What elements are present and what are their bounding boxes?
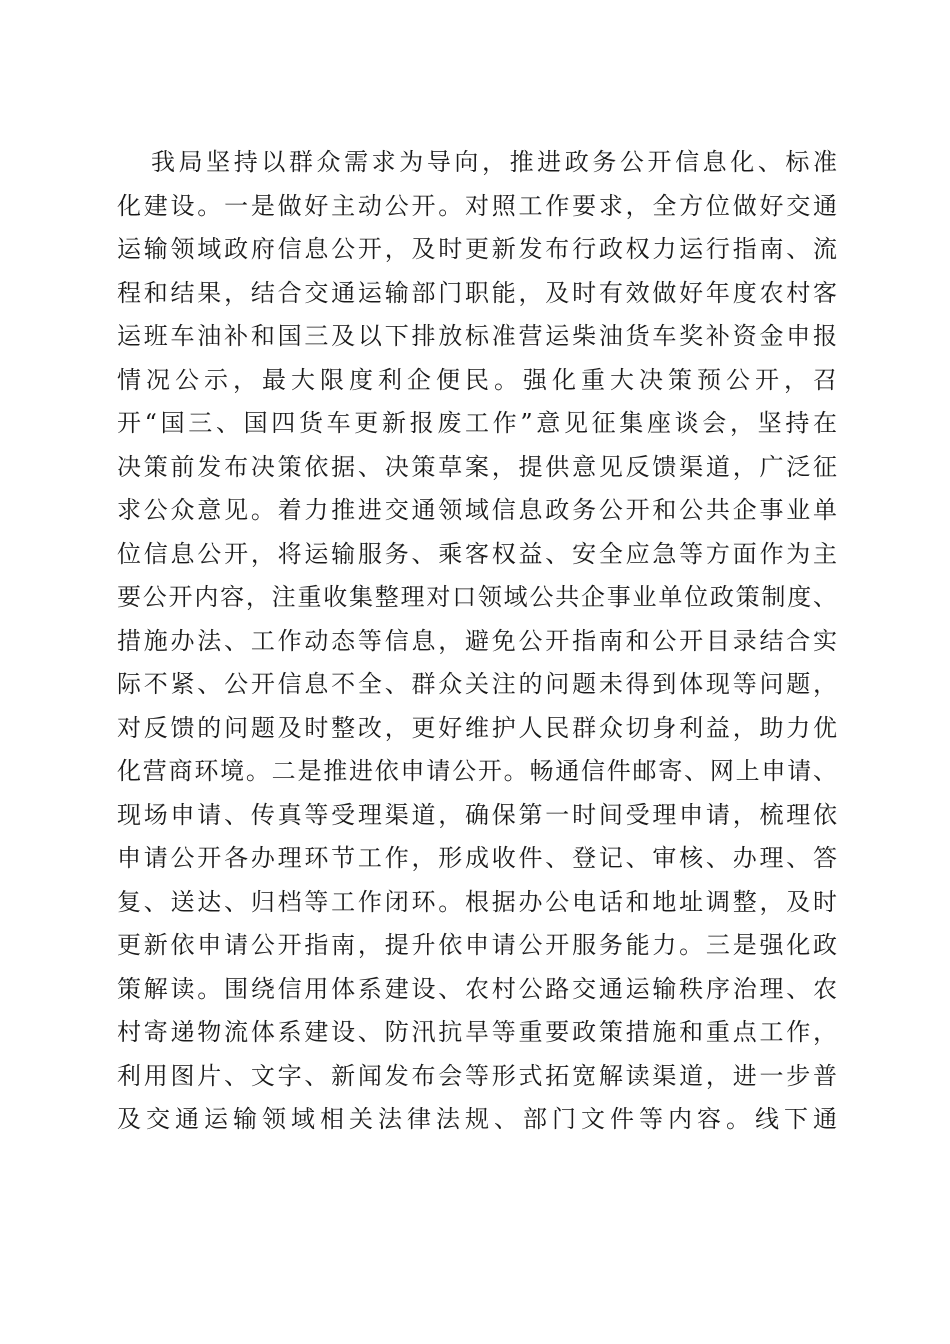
text-line: 利用图片、文字、新闻发布会等形式拓宽解读渠道，进一步普 — [117, 1061, 837, 1090]
text-line: 策解读。围绕信用体系建设、农村公路交通运输秩序治理、农 — [117, 974, 837, 1003]
text-line: 措施办法、工作动态等信息，避免公开指南和公开目录结合实 — [117, 626, 837, 655]
text-line: 开“国三、国四货车更新报废工作”意见征集座谈会，坚持在 — [117, 409, 837, 437]
text-line: 现场申请、传真等受理渠道，确保第一时间受理申请，梳理依 — [117, 800, 837, 829]
text-line: 更新依申请公开指南，提升依申请公开服务能力。三是强化政 — [117, 931, 837, 959]
text-line: 要公开内容，注重收集整理对口领域公共企事业单位政策制度、 — [117, 583, 837, 611]
text-line: 化建设。一是做好主动公开。对照工作要求，全方位做好交通 — [117, 191, 837, 220]
text-line: 情况公示，最大限度利企便民。强化重大决策预公开，召 — [117, 365, 837, 394]
text-line: 村寄递物流体系建设、防汛抗旱等重要政策措施和重点工作， — [117, 1018, 837, 1046]
text-line: 对反馈的问题及时整改，更好维护人民群众切身利益，助力优 — [117, 713, 837, 742]
text-line: 决策前发布决策依据、决策草案，提供意见反馈渠道，广泛征 — [117, 452, 837, 481]
body-paragraph — [117, 141, 837, 1142]
text-line: 复、送达、归档等工作闭环。根据办公电话和地址调整，及时 — [117, 887, 837, 916]
text-line: 求公众意见。着力推进交通领域信息政务公开和公共企事业单 — [117, 496, 837, 524]
text-line: 申请公开各办理环节工作，形成收件、登记、审核、办理、答 — [117, 844, 837, 872]
text-line: 位信息公开，将运输服务、乘客权益、安全应急等方面作为主 — [117, 539, 837, 568]
text-line: 运班车油补和国三及以下排放标准营运柴油货车奖补资金申报 — [117, 322, 837, 350]
text-line: 际不紧、公开信息不全、群众关注的问题未得到体现等问题， — [117, 670, 837, 698]
text-line: 运输领域政府信息公开，及时更新发布行政权力运行指南、流 — [117, 235, 837, 263]
text-line: 程和结果，结合交通运输部门职能，及时有效做好年度农村客 — [117, 278, 837, 307]
text-line: 我局坚持以群众需求为导向，推进政务公开信息化、标准 — [151, 148, 837, 176]
text-line: 化营商环境。二是推进依申请公开。畅通信件邮寄、网上申请、 — [117, 757, 837, 785]
text-line: 及交通运输领域相关法律法规、部门文件等内容。线下通 — [117, 1105, 837, 1133]
